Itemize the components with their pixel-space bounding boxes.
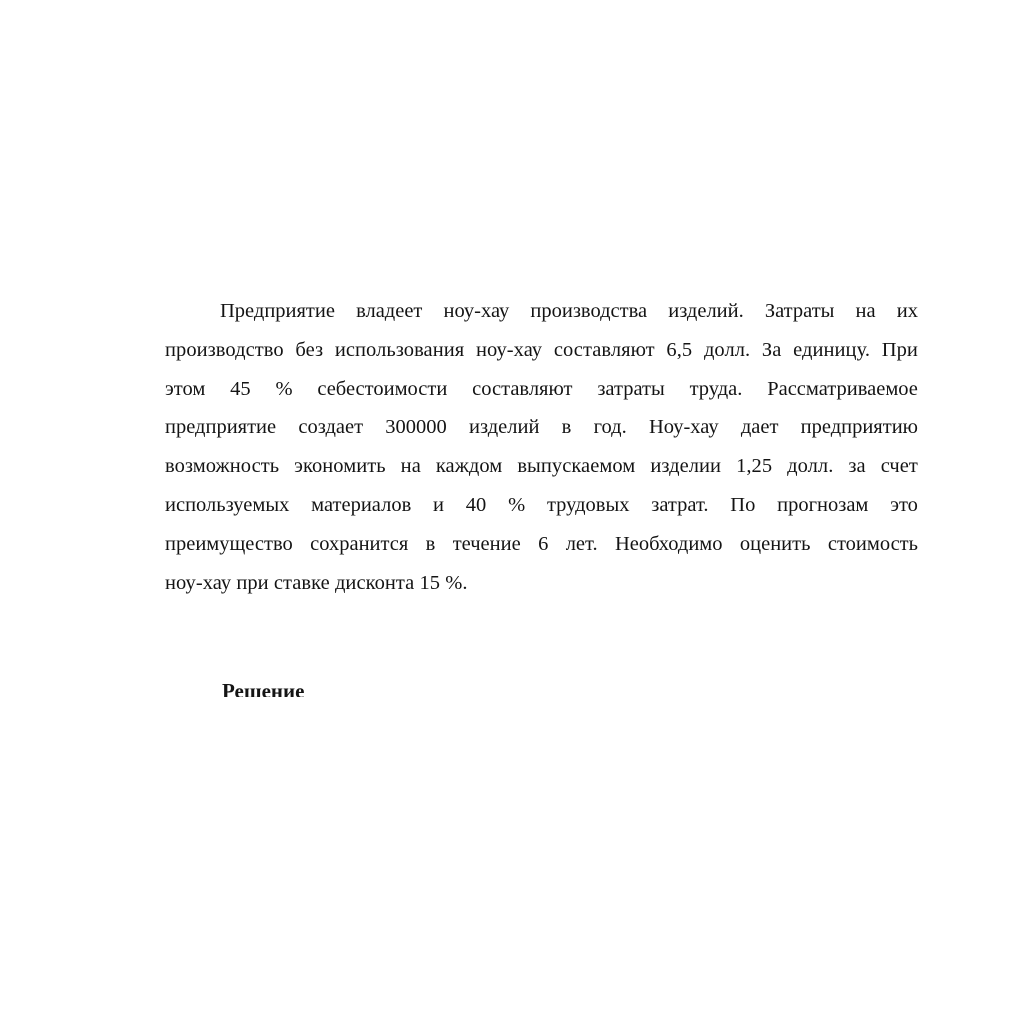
word: на bbox=[855, 300, 876, 322]
word: % bbox=[508, 493, 526, 516]
word: предприятию bbox=[800, 416, 918, 439]
text-line-1 bbox=[165, 292, 918, 331]
word: 6 bbox=[538, 532, 549, 555]
word: изделий bbox=[469, 416, 540, 439]
word: их bbox=[896, 300, 918, 322]
word: владеет bbox=[356, 300, 423, 322]
word: труда. bbox=[689, 377, 743, 400]
word: Рассматриваемое bbox=[767, 377, 918, 400]
word: и bbox=[433, 493, 445, 516]
word: производства bbox=[530, 300, 648, 322]
word: оценить bbox=[739, 532, 811, 555]
word: % bbox=[275, 377, 293, 400]
word: составляют bbox=[553, 338, 655, 361]
word: возможность bbox=[165, 455, 280, 478]
word: Необходимо bbox=[614, 532, 723, 555]
word: предприятие bbox=[165, 416, 277, 439]
word: дает bbox=[740, 416, 779, 439]
word: 6,5 bbox=[666, 338, 693, 361]
word: создает bbox=[298, 416, 364, 439]
word: По bbox=[730, 493, 756, 516]
text-line-7 bbox=[165, 525, 918, 564]
word: изделий. bbox=[668, 300, 744, 322]
body-text-block bbox=[165, 292, 918, 602]
word: в bbox=[425, 532, 436, 555]
word: ноу-хау bbox=[475, 338, 543, 361]
word: 45 bbox=[230, 377, 251, 400]
word: использования bbox=[334, 338, 465, 361]
word: экономить bbox=[294, 455, 386, 478]
word: выпускаемом bbox=[517, 455, 636, 478]
word: затрат. bbox=[651, 493, 709, 516]
word: При bbox=[881, 338, 918, 361]
word: производство bbox=[165, 338, 284, 361]
word: это bbox=[890, 493, 918, 516]
word: единицу. bbox=[793, 338, 871, 361]
text-line-6 bbox=[165, 486, 918, 525]
word: 40 bbox=[465, 493, 487, 516]
word: год. bbox=[593, 416, 627, 439]
word: затраты bbox=[597, 377, 665, 400]
text-line-5 bbox=[165, 447, 918, 486]
word: 300000 bbox=[385, 416, 447, 439]
text-line-2 bbox=[165, 331, 918, 370]
word: на bbox=[400, 455, 421, 478]
word: каждом bbox=[435, 455, 503, 478]
section-heading-label: Решение bbox=[222, 679, 305, 697]
word: лет. bbox=[565, 532, 598, 555]
word: преимущество bbox=[165, 532, 293, 555]
word: стоимость bbox=[827, 532, 918, 555]
word: без bbox=[295, 338, 324, 361]
word: себестоимости bbox=[317, 377, 448, 400]
word: в bbox=[561, 416, 572, 439]
text-line-3 bbox=[165, 370, 918, 409]
word: трудовых bbox=[546, 493, 630, 516]
word: изделии bbox=[650, 455, 722, 478]
text-line-4 bbox=[165, 408, 918, 447]
word: сохранится bbox=[310, 532, 409, 555]
word: Предприятие bbox=[220, 300, 335, 322]
word: составляют bbox=[472, 377, 573, 400]
word: ноу-хау bbox=[443, 300, 510, 322]
word: 1,25 bbox=[736, 455, 773, 478]
text-line-8: ноу-хау при ставке дисконта 15 %. bbox=[165, 571, 468, 594]
word: течение bbox=[452, 532, 521, 555]
word: за bbox=[848, 455, 866, 478]
word: этом bbox=[165, 377, 206, 400]
word: За bbox=[761, 338, 782, 361]
word: Ноу-хау bbox=[648, 416, 719, 439]
paragraph-lines bbox=[165, 292, 918, 602]
word: долл. bbox=[703, 338, 751, 361]
word: прогнозам bbox=[777, 493, 869, 516]
word: счет bbox=[880, 455, 918, 478]
word: Затраты bbox=[764, 300, 835, 322]
word: используемых bbox=[165, 493, 290, 516]
section-heading-clipped bbox=[222, 679, 482, 697]
word: долл. bbox=[787, 455, 834, 478]
word: материалов bbox=[311, 493, 412, 516]
